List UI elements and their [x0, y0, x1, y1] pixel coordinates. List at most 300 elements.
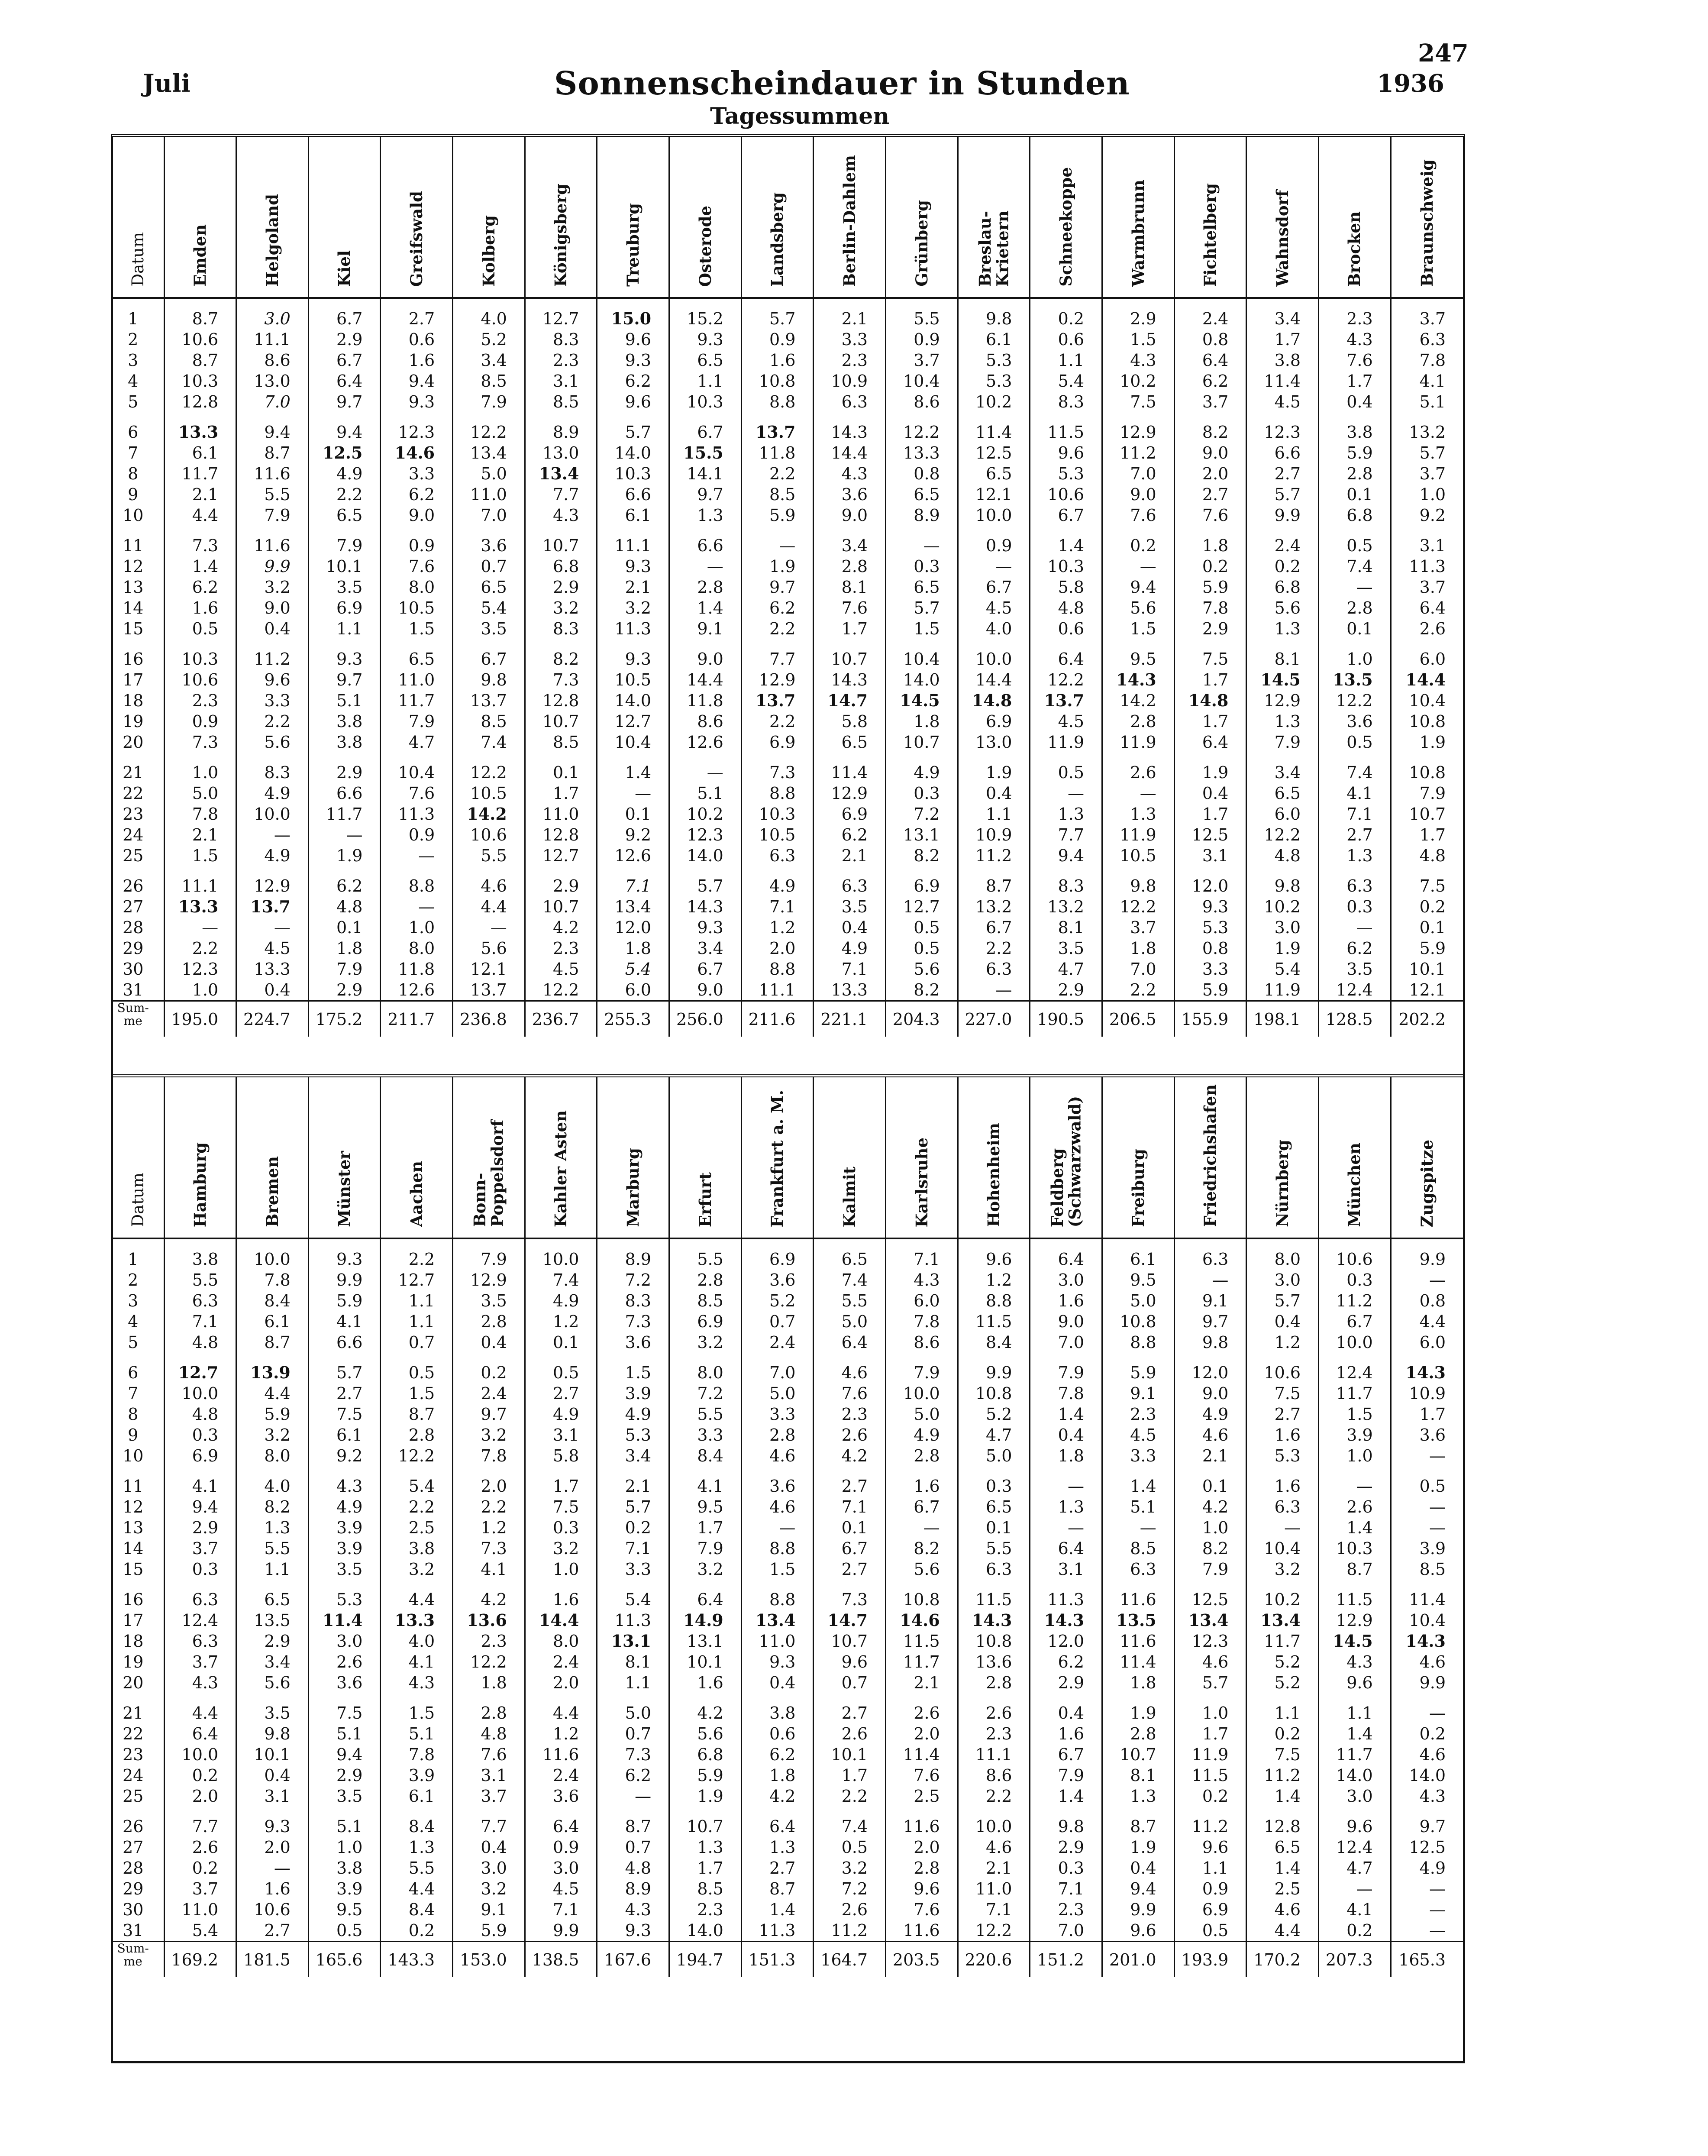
sunshine-value: 3.5 — [453, 1290, 525, 1311]
spacer-cell — [525, 639, 597, 649]
sunshine-value: 5.5 — [886, 308, 958, 329]
sunshine-value: 0.1 — [958, 1517, 1030, 1538]
sunshine-value: 0.5 — [886, 938, 958, 959]
sunshine-value: 2.6 — [814, 1425, 886, 1445]
sunshine-value: 1.6 — [381, 350, 453, 371]
sunshine-value: 13.4 — [525, 463, 597, 484]
sunshine-value: 2.8 — [669, 1270, 742, 1290]
spacer-cell — [741, 1807, 814, 1816]
spacer-cell — [164, 1807, 236, 1816]
sunshine-value: 11.3 — [381, 804, 453, 824]
spacer-cell — [1174, 1238, 1246, 1249]
monthly-sum: 221.1 — [814, 1001, 886, 1037]
sunshine-value: 3.9 — [597, 1383, 669, 1404]
sunshine-value: 7.5 — [1246, 1744, 1319, 1765]
spacer-cell — [525, 526, 597, 535]
sunshine-value: 14.3 — [1030, 1610, 1102, 1631]
sunshine-value: 5.4 — [164, 1920, 236, 1942]
sunshine-value: 12.9 — [1319, 1610, 1391, 1631]
sunshine-value: 10.8 — [958, 1383, 1030, 1404]
sunshine-value: 3.3 — [741, 1404, 814, 1425]
sunshine-value: 8.3 — [236, 762, 309, 783]
sunshine-value: 6.5 — [886, 484, 958, 505]
sunshine-value: 2.7 — [814, 1703, 886, 1723]
sunshine-value: 9.6 — [1319, 1816, 1391, 1837]
sunshine-value: 2.8 — [453, 1311, 525, 1332]
sunshine-value: 14.0 — [886, 669, 958, 690]
sunshine-value: 12.7 — [164, 1362, 236, 1383]
sunshine-value: 1.4 — [1319, 1723, 1391, 1744]
sunshine-value: 1.1 — [381, 1290, 453, 1311]
sunshine-value: 11.2 — [958, 845, 1030, 866]
spacer-cell — [1030, 1580, 1102, 1589]
spacer-cell — [1319, 1580, 1391, 1589]
sunshine-value: 0.3 — [886, 556, 958, 577]
spacer-cell — [886, 753, 958, 762]
sunshine-value: 7.9 — [453, 1249, 525, 1270]
spacer-cell — [453, 1693, 525, 1703]
station-header — [814, 137, 886, 298]
sunshine-value: 4.4 — [381, 1589, 453, 1610]
sunshine-value: 0.5 — [308, 1920, 381, 1942]
sunshine-value: 7.7 — [453, 1816, 525, 1837]
spacer-cell — [1391, 753, 1463, 762]
spacer-cell — [958, 866, 1030, 876]
sunshine-value: 7.8 — [1174, 598, 1246, 618]
sunshine-value: 10.8 — [1391, 762, 1463, 783]
sunshine-value: 4.0 — [236, 1476, 309, 1497]
sunshine-value: 5.0 — [958, 1445, 1030, 1466]
sunshine-value: 6.4 — [308, 371, 381, 391]
sunshine-value: 1.4 — [1030, 535, 1102, 556]
sunshine-value: 1.4 — [1102, 1476, 1175, 1497]
sunshine-value: 0.3 — [886, 783, 958, 804]
spacer-cell — [236, 866, 309, 876]
sunshine-value: 1.7 — [1174, 711, 1246, 732]
sunshine-value: 0.3 — [1030, 1858, 1102, 1878]
sunshine-value: 9.8 — [1102, 876, 1175, 896]
sunshine-value: 9.0 — [669, 979, 742, 1001]
sunshine-value: 4.9 — [886, 1425, 958, 1445]
sunshine-value: 4.6 — [1174, 1425, 1246, 1445]
monthly-sum: 165.6 — [308, 1942, 381, 1978]
spacer-cell — [597, 1693, 669, 1703]
sunshine-value: 7.8 — [453, 1445, 525, 1466]
sunshine-value: 7.0 — [453, 505, 525, 526]
sunshine-value: 6.5 — [958, 1497, 1030, 1517]
sunshine-value: 7.0 — [236, 391, 309, 412]
sunshine-value: 3.6 — [741, 1476, 814, 1497]
spacer-cell — [597, 866, 669, 876]
sunshine-value: 5.9 — [741, 505, 814, 526]
monthly-sum: 165.3 — [1391, 1942, 1463, 1978]
table-row — [113, 824, 1463, 845]
spacer-cell — [1246, 1353, 1319, 1362]
sunshine-value: 6.3 — [741, 845, 814, 866]
table-row — [113, 711, 1463, 732]
day-number: 28 — [123, 1859, 144, 1878]
spacer-cell — [381, 1807, 453, 1816]
table-row — [113, 1920, 1463, 1942]
day-number: 3 — [128, 351, 139, 370]
sunshine-value: 0.2 — [164, 1765, 236, 1786]
sunshine-value: 3.5 — [308, 577, 381, 598]
monthly-sum: 206.5 — [1102, 1001, 1175, 1037]
sunshine-value: 6.5 — [814, 1249, 886, 1270]
spacer-cell — [164, 1693, 236, 1703]
spacer-cell — [1030, 526, 1102, 535]
sunshine-value: 0.3 — [958, 1476, 1030, 1497]
sunshine-value: 5.3 — [597, 1425, 669, 1445]
sunshine-value: 1.3 — [1102, 804, 1175, 824]
sunshine-value: 5.5 — [164, 1270, 236, 1290]
sunshine-value: 13.0 — [236, 371, 309, 391]
sunshine-value: 8.2 — [525, 649, 597, 669]
sunshine-value: 6.0 — [1246, 804, 1319, 824]
sunshine-value: 10.2 — [1102, 371, 1175, 391]
day-number: 29 — [123, 1879, 144, 1898]
spacer-cell — [164, 298, 236, 308]
sunshine-value: 3.0 — [1319, 1786, 1391, 1807]
sunshine-value: 4.6 — [958, 1837, 1030, 1858]
sunshine-value: 11.2 — [1174, 1816, 1246, 1837]
sunshine-value: 0.5 — [814, 1837, 886, 1858]
spacer-cell — [669, 1466, 742, 1476]
sunshine-value: 4.1 — [669, 1476, 742, 1497]
sunshine-value: 2.4 — [525, 1652, 597, 1672]
sunshine-value: 10.1 — [669, 1652, 742, 1672]
sunshine-value: 0.3 — [1319, 1270, 1391, 1290]
sunshine-value: 3.0 — [308, 1631, 381, 1652]
spacer-cell — [1174, 526, 1246, 535]
sunshine-value: 3.2 — [525, 1538, 597, 1559]
sunshine-value: 7.9 — [1030, 1362, 1102, 1383]
sunshine-value: 5.0 — [741, 1383, 814, 1404]
sunshine-value: 6.4 — [669, 1589, 742, 1610]
sunshine-value: 9.1 — [453, 1899, 525, 1920]
sunshine-value: 5.1 — [308, 690, 381, 711]
day-number: 2 — [128, 1270, 139, 1290]
sunshine-value: — — [597, 783, 669, 804]
sunshine-value: 12.0 — [1174, 876, 1246, 896]
monthly-sum: 167.6 — [597, 1942, 669, 1978]
sunshine-table-frame — [111, 134, 1465, 2063]
spacer-cell — [308, 1466, 381, 1476]
sunshine-value: 3.8 — [308, 711, 381, 732]
sunshine-value: 9.7 — [308, 669, 381, 690]
monthly-sum: 202.2 — [1391, 1001, 1463, 1037]
monthly-sum: 227.0 — [958, 1001, 1030, 1037]
sunshine-value: 9.4 — [1102, 1878, 1175, 1899]
sunshine-value: 1.3 — [1030, 804, 1102, 824]
sunshine-value: 3.1 — [525, 371, 597, 391]
spacer-cell — [741, 1353, 814, 1362]
spacer-cell — [1319, 526, 1391, 535]
sunshine-value: 9.6 — [1319, 1672, 1391, 1693]
sunshine-value: 9.7 — [308, 391, 381, 412]
sunshine-value: 1.4 — [1030, 1404, 1102, 1425]
sunshine-value: 5.6 — [1246, 598, 1319, 618]
sunshine-value: 3.3 — [669, 1425, 742, 1445]
sunshine-value: 3.4 — [669, 938, 742, 959]
sunshine-value: 12.3 — [1174, 1631, 1246, 1652]
sunshine-value: 1.6 — [164, 598, 236, 618]
sunshine-value: 13.0 — [958, 732, 1030, 753]
sunshine-value: 5.5 — [236, 484, 309, 505]
station-name: Bonn- Poppelsdorf — [470, 1120, 507, 1227]
spacer-cell — [453, 1238, 525, 1249]
sunshine-value: 6.1 — [1102, 1249, 1175, 1270]
sunshine-value: 6.6 — [597, 484, 669, 505]
sunshine-value: — — [381, 845, 453, 866]
sunshine-value: 2.1 — [164, 824, 236, 845]
spacer-cell — [814, 1238, 886, 1249]
sunshine-value: 0.5 — [1391, 1476, 1463, 1497]
monthly-sum: 164.7 — [814, 1942, 886, 1978]
spacer-cell — [814, 866, 886, 876]
sunshine-value: 5.9 — [1102, 1362, 1175, 1383]
station-header — [669, 137, 742, 298]
sunshine-value: 1.6 — [525, 1589, 597, 1610]
spacer-cell — [886, 1807, 958, 1816]
sunshine-value: 4.6 — [1391, 1652, 1463, 1672]
station-header — [669, 1077, 742, 1238]
sunshine-value: 9.8 — [958, 308, 1030, 329]
sunshine-value: 7.5 — [308, 1404, 381, 1425]
spacer-cell — [1246, 866, 1319, 876]
sunshine-value: 2.4 — [741, 1332, 814, 1353]
spacer-cell — [958, 298, 1030, 308]
sunshine-value: 1.1 — [669, 371, 742, 391]
sunshine-value: 4.8 — [1391, 845, 1463, 866]
spacer-cell — [453, 1353, 525, 1362]
sunshine-value: 12.5 — [308, 443, 381, 463]
sunshine-value: 4.2 — [741, 1786, 814, 1807]
sunshine-value: 1.2 — [958, 1270, 1030, 1290]
sunshine-value: 4.9 — [1174, 1404, 1246, 1425]
station-header — [236, 137, 309, 298]
spacer-cell — [1391, 298, 1463, 308]
sunshine-value: 9.5 — [669, 1497, 742, 1517]
sunshine-value: 14.3 — [1391, 1362, 1463, 1383]
sunshine-value: 1.5 — [597, 1362, 669, 1383]
sunshine-value: 4.8 — [1246, 845, 1319, 866]
spacer-cell — [453, 1807, 525, 1816]
sunshine-value: 10.1 — [236, 1744, 309, 1765]
sunshine-value: 6.5 — [453, 577, 525, 598]
sunshine-value: 14.5 — [1246, 669, 1319, 690]
day-number: 22 — [123, 784, 144, 803]
sunshine-value: 2.8 — [886, 1445, 958, 1466]
sunshine-value: 7.5 — [1174, 649, 1246, 669]
sunshine-value: 0.2 — [453, 1362, 525, 1383]
sunshine-value: 6.1 — [597, 505, 669, 526]
sunshine-value: 6.3 — [958, 1559, 1030, 1580]
sunshine-value: 2.9 — [1030, 1837, 1102, 1858]
sunshine-value: 9.2 — [308, 1445, 381, 1466]
sunshine-value: 8.2 — [1174, 1538, 1246, 1559]
sunshine-value: 5.6 — [886, 959, 958, 979]
sunshine-value: 8.0 — [381, 577, 453, 598]
sunshine-value: 8.8 — [741, 1538, 814, 1559]
sunshine-value: 10.8 — [886, 1589, 958, 1610]
spacer-cell — [1102, 1807, 1175, 1816]
sunshine-value: 1.4 — [597, 762, 669, 783]
sunshine-value: 13.3 — [814, 979, 886, 1001]
sunshine-value: 8.8 — [741, 391, 814, 412]
sunshine-value: 6.3 — [814, 876, 886, 896]
sunshine-value: 9.0 — [814, 505, 886, 526]
sunshine-value: 7.9 — [453, 391, 525, 412]
sunshine-value: 13.5 — [1319, 669, 1391, 690]
sunshine-value: 3.0 — [525, 1858, 597, 1878]
day-number: 12 — [123, 557, 144, 576]
sunshine-value: 2.2 — [958, 938, 1030, 959]
sunshine-value: — — [669, 556, 742, 577]
sunshine-value: 9.8 — [1174, 1332, 1246, 1353]
sunshine-value: 15.2 — [669, 308, 742, 329]
sunshine-value: — — [1319, 917, 1391, 938]
spacer-cell — [1102, 1693, 1175, 1703]
sunshine-value: 1.1 — [958, 804, 1030, 824]
table-row — [113, 1589, 1463, 1610]
sunshine-value: 9.8 — [1030, 1816, 1102, 1837]
sunshine-value: 4.1 — [164, 1476, 236, 1497]
spacer-cell — [958, 1238, 1030, 1249]
sunshine-value: 6.2 — [308, 876, 381, 896]
spacer-cell — [236, 298, 309, 308]
sunshine-value: 10.5 — [741, 824, 814, 845]
sunshine-value: 11.5 — [1174, 1765, 1246, 1786]
day-number: 18 — [123, 691, 144, 710]
sunshine-value: 12.7 — [381, 1270, 453, 1290]
spacer-cell — [381, 1693, 453, 1703]
spacer-cell — [1246, 753, 1319, 762]
sunshine-value: 5.9 — [1319, 443, 1391, 463]
sunshine-value: 3.1 — [1174, 845, 1246, 866]
sunshine-value: 1.5 — [1102, 618, 1175, 639]
spacer-cell — [113, 753, 164, 762]
station-name: Friedrichshafen — [1201, 1084, 1220, 1227]
spacer-cell — [669, 866, 742, 876]
sunshine-value: 7.6 — [886, 1899, 958, 1920]
sunshine-value: 1.0 — [525, 1559, 597, 1580]
monthly-sum: 175.2 — [308, 1001, 381, 1037]
sunshine-value: 2.0 — [886, 1837, 958, 1858]
sunshine-value: 3.0 — [1246, 1270, 1319, 1290]
sunshine-value: 11.3 — [741, 1920, 814, 1942]
sunshine-value: 3.1 — [1391, 535, 1463, 556]
sunshine-value: 1.3 — [1246, 711, 1319, 732]
spacer-cell — [741, 753, 814, 762]
sunshine-value: 6.3 — [164, 1631, 236, 1652]
sunshine-value: 1.3 — [741, 1837, 814, 1858]
spacer-cell — [164, 1238, 236, 1249]
sunshine-value: 2.6 — [1391, 618, 1463, 639]
spacer-cell — [958, 1353, 1030, 1362]
station-name: Grünberg — [912, 200, 931, 287]
sunshine-value: 5.3 — [1174, 917, 1246, 938]
sunshine-value: — — [1391, 1703, 1463, 1723]
spacer-cell — [814, 639, 886, 649]
sunshine-value: 12.2 — [958, 1920, 1030, 1942]
sunshine-value: 9.0 — [1030, 1311, 1102, 1332]
sunshine-value: 2.7 — [1246, 463, 1319, 484]
sunshine-value: 12.2 — [1102, 896, 1175, 917]
day-number: 23 — [123, 805, 144, 824]
sunshine-value: 1.6 — [1246, 1476, 1319, 1497]
monthly-sum: 143.3 — [381, 1942, 453, 1978]
sunshine-value: 10.9 — [814, 371, 886, 391]
station-header — [381, 137, 453, 298]
sunshine-value: 7.5 — [1246, 1383, 1319, 1404]
sunshine-value: 1.0 — [1319, 649, 1391, 669]
sunshine-value: 6.1 — [236, 1311, 309, 1332]
day-number: 5 — [128, 392, 139, 411]
sunshine-value: 5.2 — [453, 329, 525, 350]
spacer-cell — [1030, 412, 1102, 422]
sunshine-value: 12.9 — [453, 1270, 525, 1290]
sunshine-value: 2.4 — [1246, 535, 1319, 556]
sunshine-value: 1.7 — [1174, 804, 1246, 824]
sunshine-value: 0.5 — [886, 917, 958, 938]
table-row — [113, 1899, 1463, 1920]
sunshine-value: 4.3 — [525, 505, 597, 526]
sunshine-value: 3.5 — [1319, 959, 1391, 979]
sunshine-value: 4.5 — [958, 598, 1030, 618]
sunshine-value: 1.7 — [1174, 1723, 1246, 1744]
sunshine-value: 2.7 — [1319, 824, 1391, 845]
day-number: 13 — [123, 578, 144, 597]
sunshine-value: 3.2 — [236, 577, 309, 598]
sunshine-value: — — [741, 535, 814, 556]
sunshine-value: 5.6 — [453, 938, 525, 959]
sunshine-value: 3.3 — [1102, 1445, 1175, 1466]
sunshine-value: 8.2 — [1174, 422, 1246, 443]
sunshine-value: 1.8 — [1102, 938, 1175, 959]
sunshine-value: 3.3 — [814, 329, 886, 350]
sunshine-value: 3.7 — [1102, 917, 1175, 938]
sunshine-value: 4.1 — [1319, 783, 1391, 804]
spacer-cell — [669, 753, 742, 762]
spacer-cell — [1174, 639, 1246, 649]
sunshine-value: 0.8 — [1391, 1290, 1463, 1311]
spacer-cell — [1319, 639, 1391, 649]
spacer-cell — [381, 866, 453, 876]
sunshine-value: 0.5 — [525, 1362, 597, 1383]
spacer-cell — [308, 639, 381, 649]
sunshine-value: 14.3 — [1391, 1631, 1463, 1652]
spacer-cell — [1174, 1807, 1246, 1816]
sunshine-value: 7.2 — [597, 1270, 669, 1290]
sunshine-value: — — [1030, 1517, 1102, 1538]
spacer-cell — [381, 753, 453, 762]
table-row — [113, 1672, 1463, 1693]
sunshine-value: 8.6 — [236, 350, 309, 371]
spacer-cell — [236, 753, 309, 762]
station-name: Hohenheim — [984, 1123, 1004, 1227]
sunshine-value: 2.2 — [814, 1786, 886, 1807]
sunshine-value: 9.6 — [236, 669, 309, 690]
sunshine-value: 0.1 — [1319, 484, 1391, 505]
sunshine-value: 8.4 — [958, 1332, 1030, 1353]
sunshine-value: 7.3 — [164, 535, 236, 556]
station-header — [1030, 137, 1102, 298]
sunshine-value: 8.3 — [1030, 876, 1102, 896]
table-row — [113, 917, 1463, 938]
sunshine-value: 3.5 — [1030, 938, 1102, 959]
sunshine-value: 1.7 — [1391, 824, 1463, 845]
